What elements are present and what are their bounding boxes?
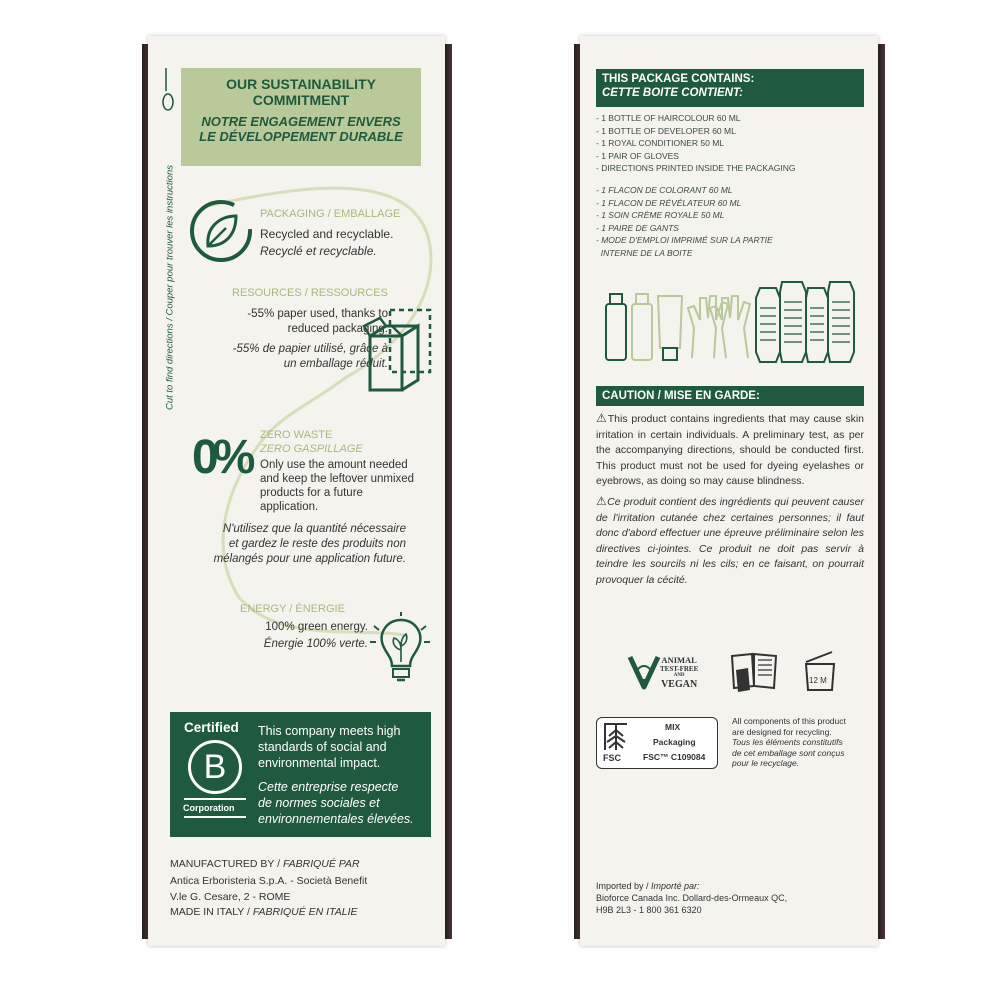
- bcorp-divider: [184, 798, 246, 800]
- box-edge-left-2: [445, 44, 452, 939]
- bcorp-section: [170, 712, 431, 837]
- caution-text-en: [596, 411, 864, 490]
- importer-line-3: H9B 2L3 - 1 800 361 6320: [596, 905, 702, 915]
- bcorp-corporation-label: Corporation: [183, 803, 235, 813]
- caution-en-body: This product contains ingredients that may cause skin irritation in certain individuals. A preliminary test, as per the accompanying directions, should be conducted first. This product must not be used for dyeing eyelashes or eyebrows, as doing so may cause blindness.: [596, 413, 864, 487]
- zero-waste-en-1: Only use the amount needed: [260, 459, 408, 471]
- importer-label-fr: Importé par:: [651, 881, 700, 891]
- contents-list-fr: [596, 184, 773, 259]
- recycling-fr-3: pour le recyclage.: [732, 758, 800, 768]
- read-leaflet-icon: [728, 650, 780, 692]
- header-line-4: LE DÉVELOPPEMENT DURABLE: [199, 129, 403, 144]
- header-line-3: NOTRE ENGAGEMENT ENVERS: [201, 114, 401, 129]
- zero-waste-title-fr: ZERO GASPILLAGE: [260, 443, 363, 455]
- energy-title: ENERGY / ÉNERGIE: [240, 603, 345, 615]
- made-in-label-en: MADE IN ITALY /: [170, 906, 253, 918]
- bcorp-fr-2: de normes sociales et: [258, 796, 380, 810]
- animal-test-free-vegan-icon: [624, 653, 664, 693]
- list-item: INTERNE DE LA BOITE: [596, 247, 693, 258]
- contents-list-en: [596, 112, 795, 175]
- fsc-label: [596, 717, 718, 769]
- manufacturer-label-en: MANUFACTURED BY /: [170, 858, 283, 870]
- recycling-fr-2: de cet emballage sont conçus: [732, 747, 845, 758]
- warning-icon: ⚠: [596, 411, 608, 425]
- packaging-fr: Recyclé et recyclable.: [260, 244, 377, 258]
- list-item: - DIRECTIONS PRINTED INSIDE THE PACKAGING: [596, 163, 796, 173]
- bcorp-certified-label: Certified: [184, 720, 239, 735]
- list-item: - 1 FLACON DE RÉVÉLATEUR 60 ML: [596, 197, 742, 208]
- list-item: - 1 BOTTLE OF HAIRCOLOUR 60 ML: [596, 113, 741, 123]
- contents-header: [596, 69, 864, 107]
- bcorp-en-1: This company meets high: [258, 724, 401, 738]
- zero-waste-en-3: products for a future: [260, 487, 363, 499]
- fsc-tree-icon: [603, 722, 629, 752]
- animal-line-1: ANIMAL: [661, 655, 697, 665]
- box-edge-right-2: [878, 44, 885, 939]
- manufacturer-label-fr: FABRIQUÉ PAR: [283, 858, 360, 870]
- scissors-icon: [156, 66, 176, 116]
- zero-waste-fr-1: N'utilisez que la quantité nécessaire: [222, 523, 406, 535]
- zero-waste-fr-3: mélangés pour une application future.: [213, 553, 406, 565]
- manufacturer-line-4: [170, 906, 358, 918]
- resources-fr-1: -55% de papier utilisé, grâce à: [232, 343, 388, 355]
- caution-header: CAUTION / MISE EN GARDE:: [596, 386, 864, 406]
- header-line-1: OUR SUSTAINABILITY: [226, 76, 376, 92]
- zero-waste-en-4: application.: [260, 501, 319, 513]
- list-item: - MODE D'EMPLOI IMPRIMÉ SUR LA PARTIE: [596, 235, 773, 245]
- list-item: - 1 ROYAL CONDITIONER 50 ML: [596, 138, 724, 148]
- caution-text-fr: [596, 494, 864, 588]
- box-reduce-icon: [362, 302, 436, 392]
- caution-fr-body: Ce produit contient des ingrédients qui peuvent causer de l'irritation cutanée chez certaines personnes; il faut donc d'abord effectuer une épreuve préliminaire selon les directives ci-jointes. Ce produit ne doit pas servir à teindre les sourcils ni les cils; en ce faisant, on pourrait provoquer la cécité.: [596, 496, 864, 586]
- animal-line-3: AND: [673, 673, 685, 678]
- bcorp-en-3: environmental impact.: [258, 756, 381, 770]
- resources-title: RESOURCES / RESSOURCES: [232, 287, 388, 299]
- list-item: - 1 SOIN CRÈME ROYALE 50 ML: [596, 210, 725, 220]
- importer-label-en: Imported by /: [596, 881, 652, 891]
- resources-en-2: reduced packaging.: [287, 323, 388, 335]
- sustainability-header: [181, 68, 421, 166]
- header-line-2: COMMITMENT: [252, 92, 350, 108]
- manufacturer-line-1: [170, 858, 360, 870]
- bcorp-fr-3: environnementales élevées.: [258, 812, 414, 826]
- bcorp-en-2: standards of social and: [258, 740, 387, 754]
- recycling-fr-1: Tous les éléments constitutifs: [732, 737, 843, 747]
- bcorp-divider-2: [184, 816, 246, 818]
- importer-line-1: [596, 881, 700, 891]
- kit-contents-illustration: [602, 268, 864, 364]
- list-item: - 1 PAIRE DE GANTS: [596, 222, 679, 233]
- list-item: - 1 FLACON DE COLORANT 60 ML: [596, 185, 733, 195]
- made-in-label-fr: FABRIQUÉ EN ITALIE: [252, 906, 358, 918]
- importer-line-2: Bioforce Canada Inc. Dollard-des-Ormeaux QC,: [596, 893, 788, 903]
- pao-label: 12 M: [809, 676, 827, 685]
- packaging-en: Recycled and recyclable.: [260, 227, 394, 241]
- fsc-mix: MIX: [665, 722, 681, 732]
- fsc-packaging: Packaging: [653, 737, 696, 747]
- animal-line-2: TEST-FREE: [660, 665, 699, 673]
- right-box-side: [580, 36, 878, 946]
- gloves-icon: [688, 296, 750, 358]
- bcorp-b-logo-icon: B: [188, 740, 242, 794]
- recycling-en-1: All components of this product: [732, 716, 846, 726]
- contents-title-fr: CETTE BOITE CONTIENT:: [602, 87, 743, 99]
- animal-line-4: VEGAN: [661, 679, 698, 690]
- resources-fr-2: un emballage réduit.: [283, 358, 388, 370]
- fsc-logo-text: FSC: [603, 753, 621, 763]
- zero-waste-title-en: ZERO WASTE: [260, 429, 333, 441]
- manufacturer-line-2: Antica Erboristeria S.p.A. - Società Benefit: [170, 875, 368, 887]
- energy-en: 100% green energy.: [265, 621, 368, 633]
- energy-fr: Énergie 100% verte.: [263, 638, 368, 650]
- manufacturer-line-3: V.le G. Cesare, 2 - ROME: [170, 891, 291, 903]
- haircolour-bottle-icon: [606, 294, 626, 360]
- resources-en-1: -55% paper used, thanks to: [247, 308, 388, 320]
- bcorp-fr-1: Cette entreprise respecte: [258, 780, 399, 794]
- list-item: - 1 PAIR OF GLOVES: [596, 150, 679, 161]
- recycled-leaf-icon: [186, 196, 256, 266]
- cut-directions-vertical-text: Cut to find directions / Couper pour trouver les instructions: [164, 165, 176, 411]
- packaging-title: PACKAGING / EMBALLAGE: [260, 208, 401, 220]
- directions-leaflet-icon: [756, 282, 854, 362]
- warning-icon: ⚠: [596, 494, 608, 508]
- zero-percent-symbol: 0%: [192, 431, 250, 484]
- recycling-en-2: are designed for recycling.: [732, 726, 832, 737]
- contents-title-en: THIS PACKAGE CONTAINS:: [602, 73, 755, 85]
- recycling-note: [732, 716, 846, 769]
- animal-test-free-text: [660, 656, 698, 690]
- list-item: - 1 BOTTLE OF DEVELOPER 60 ML: [596, 125, 736, 136]
- conditioner-tube-icon: [658, 296, 682, 360]
- left-box-side: [148, 36, 445, 946]
- lightbulb-leaf-icon: [370, 612, 432, 688]
- fsc-code: FSC™ C109084: [643, 752, 706, 762]
- zero-waste-en-2: and keep the leftover unmixed: [260, 473, 415, 485]
- period-after-opening-icon: [802, 650, 838, 692]
- zero-waste-fr-2: et gardez le reste des produits non: [228, 538, 406, 550]
- developer-bottle-icon: [632, 294, 652, 360]
